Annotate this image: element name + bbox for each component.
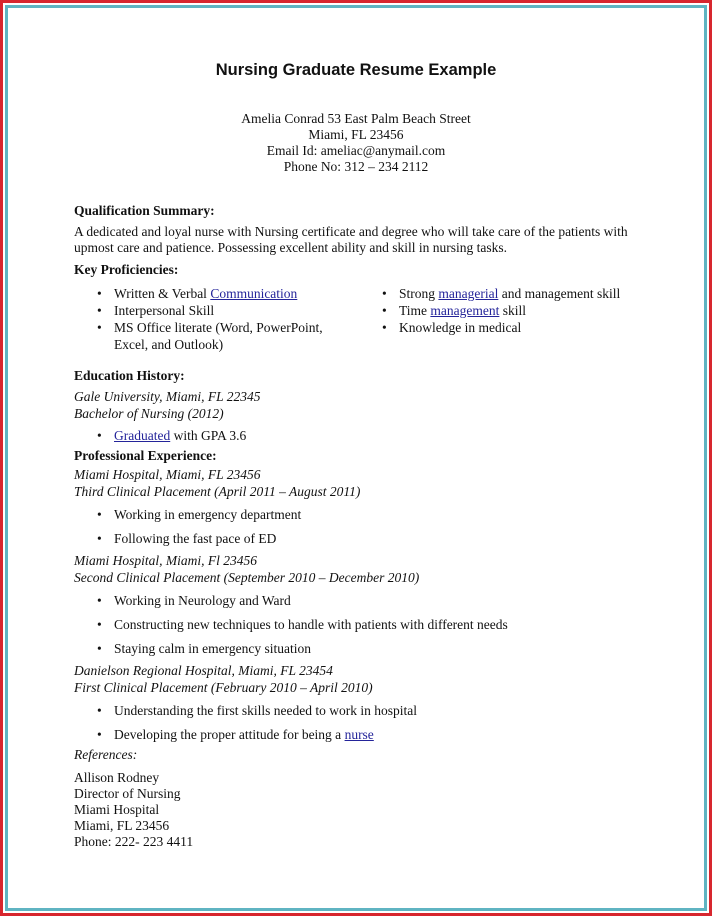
bullet-item bbox=[74, 723, 654, 747]
bullet-item bbox=[74, 503, 654, 527]
job-place: Miami Hospital, Miami, Fl 23456 bbox=[74, 553, 257, 568]
bullet-item bbox=[74, 302, 359, 319]
bullet-item bbox=[74, 699, 654, 723]
bullet-text-suffix: and management skill bbox=[498, 286, 621, 301]
proficiencies-col2 bbox=[359, 285, 654, 353]
keyword-link[interactable]: management bbox=[430, 303, 500, 318]
bullet-text: Written & Verbal bbox=[114, 286, 211, 301]
bullet-item bbox=[74, 319, 359, 353]
references-heading: References: bbox=[74, 747, 138, 762]
bullet-text: Knowledge in medical bbox=[399, 320, 522, 335]
proficiencies-columns bbox=[74, 285, 654, 353]
job-role: Third Clinical Placement (April 2011 – August 2011) bbox=[74, 483, 361, 499]
bullet-text: Working in emergency department bbox=[114, 507, 302, 522]
keyword-link[interactable]: nurse bbox=[344, 727, 374, 742]
bullet-item bbox=[74, 589, 654, 613]
education-heading: Education History: bbox=[74, 368, 185, 383]
reference-name: Allison Rodney bbox=[74, 769, 160, 785]
education-bullets bbox=[74, 424, 654, 448]
reference-city: Miami, FL 23456 bbox=[74, 817, 170, 833]
bullet-item bbox=[74, 527, 654, 551]
proficiencies-heading: Key Proficiencies: bbox=[74, 262, 179, 277]
resume-title: Nursing Graduate Resume Example bbox=[215, 61, 497, 79]
contact-phone: Phone No: 312 – 234 2112 bbox=[283, 159, 429, 174]
proficiencies-col1 bbox=[74, 285, 359, 353]
reference-organization: Miami Hospital bbox=[74, 801, 160, 817]
bullet-text: Time bbox=[399, 303, 431, 318]
contact-city: Miami, FL 23456 bbox=[308, 127, 404, 142]
keyword-link[interactable]: Graduated bbox=[114, 428, 171, 443]
job-role: First Clinical Placement (February 2010 – April 2010) bbox=[74, 679, 373, 695]
job-role: Second Clinical Placement (September 2010 – December 2010) bbox=[74, 569, 420, 585]
bullet-text-suffix: with GPA 3.6 bbox=[170, 428, 247, 443]
keyword-link[interactable]: Communication bbox=[210, 286, 298, 301]
bullet-item bbox=[74, 613, 654, 637]
bullet-item bbox=[359, 285, 654, 302]
qualification-text: A dedicated and loyal nurse with Nursing certificate and degree who will take care of the patients with upmost care and patience. Possessing excellent ability and skill in nursing tasks. bbox=[74, 224, 628, 255]
education-school: Gale University, Miami, FL 22345 bbox=[74, 389, 261, 404]
keyword-link[interactable]: managerial bbox=[438, 286, 499, 301]
job-bullets bbox=[74, 589, 654, 661]
bullet-text-suffix: skill bbox=[499, 303, 527, 318]
bullet-item bbox=[359, 302, 654, 319]
bullet-item bbox=[74, 637, 654, 661]
resume-page bbox=[13, 13, 699, 903]
qualification-heading: Qualification Summary: bbox=[74, 203, 215, 218]
contact-email: Email Id: ameliac@anymail.com bbox=[266, 143, 446, 158]
education-degree: Bachelor of Nursing (2012) bbox=[74, 405, 224, 421]
experience-jobs bbox=[74, 467, 654, 747]
bullet-text: Staying calm in emergency situation bbox=[114, 641, 311, 656]
experience-heading: Professional Experience: bbox=[74, 448, 217, 463]
job-place: Danielson Regional Hospital, Miami, FL 23454 bbox=[74, 663, 333, 678]
bullet-text: Strong bbox=[399, 286, 439, 301]
job-place: Miami Hospital, Miami, FL 23456 bbox=[74, 467, 261, 482]
reference-title: Director of Nursing bbox=[74, 785, 181, 801]
reference-phone: Phone: 222- 223 4411 bbox=[74, 833, 194, 849]
bullet-text: Understanding the first skills needed to work in hospital bbox=[114, 703, 417, 718]
bullet-item bbox=[74, 285, 359, 302]
references-block bbox=[74, 770, 654, 850]
contact-block bbox=[13, 111, 699, 175]
resume-body bbox=[74, 202, 654, 850]
bullet-text: Developing the proper attitude for being a bbox=[114, 727, 345, 742]
bullet-item bbox=[359, 319, 654, 336]
bullet-text: Working in Neurology and Ward bbox=[114, 593, 291, 608]
bullet-text: Interpersonal Skill bbox=[114, 303, 215, 318]
job-bullets bbox=[74, 503, 654, 551]
bullet-text: Following the fast pace of ED bbox=[114, 531, 277, 546]
job-bullets bbox=[74, 699, 654, 747]
bullet-text: MS Office literate (Word, PowerPoint, Excel, and Outlook) bbox=[114, 320, 323, 352]
contact-name-address: Amelia Conrad 53 East Palm Beach Street bbox=[241, 111, 471, 126]
bullet-text: Constructing new techniques to handle with patients with different needs bbox=[114, 617, 508, 632]
bullet-item bbox=[74, 424, 654, 448]
